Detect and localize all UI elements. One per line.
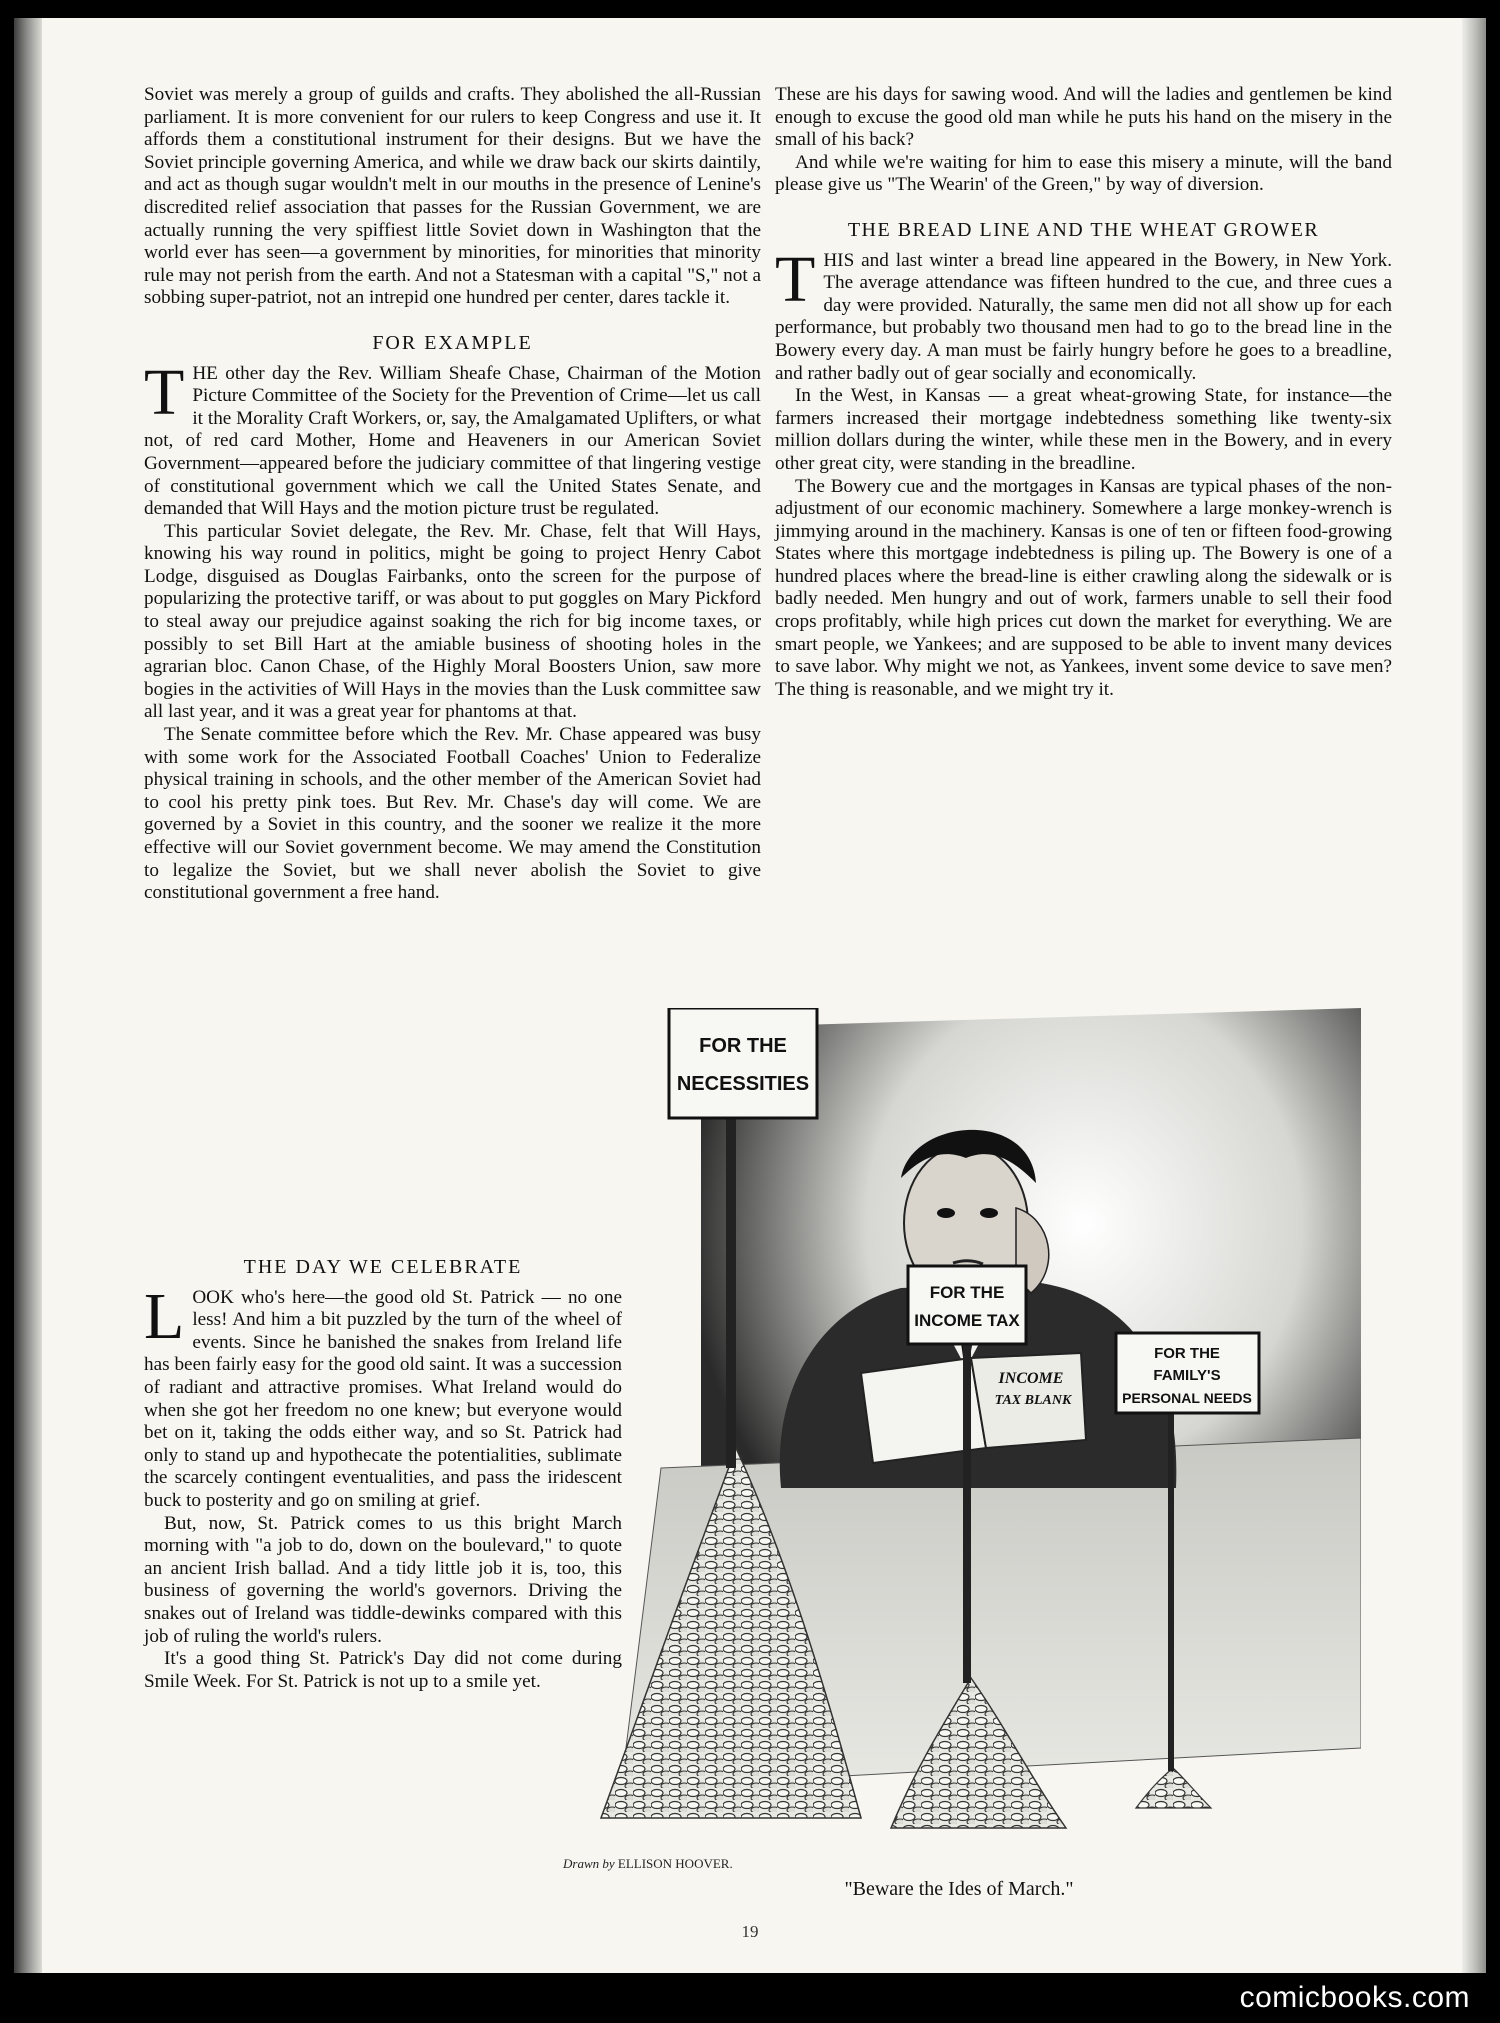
left-column xyxy=(144,84,761,905)
paper-text-tax-blank: TAX BLANK xyxy=(994,1393,1072,1408)
small-coin-pile xyxy=(1136,1768,1211,1808)
bread-line-paragraph-1: THIS and last winter a bread line appeared in the Bowery, in New York. The average attendance was fifteen hundred to the cue, and three cues a day were provided. Naturally, the same men did not all show up for each performance, but probably two thousand men had to go to the bread line in the Bowery every day. A man must be fairly hungry before he goes to a breadline, and rather badly out of gear socially and economically. xyxy=(775,242,1392,384)
sign3-line1: FOR THE xyxy=(1154,1345,1220,1362)
sign2-line2: INCOME TAX xyxy=(914,1311,1020,1330)
for-example-paragraph-2: This particular Soviet delegate, the Rev. Mr. Chase, felt that Will Hays, knowing his way round in politics, might be going to project Henry Cabot Lodge, disguised as Douglas Fairbanks, onto the screen for the purpose of popularizing the protective tariff, or was about to put goggles on Mary Pickford to steal away our prejudice against soaking the rich for big income taxes, or possibly to set Bill Hart at the amiable business of shooting holes in the agrarian bloc. Canon Chase, of the Highly Moral Boosters Union, saw more bogies in the activities of Will Hays in the movies than the Lusk committee saw all last year, and it was a great year for phantoms at that. xyxy=(144,520,761,723)
day-we-celebrate-paragraph-1: LOOK who's here—the good old St. Patrick — no one less! And him a bit puzzled by the turn of the wheel of events. Since he banished the snakes from Ireland life has been fairly easy for the good old saint. It was a succession of radiant and attractive promises. What Ireland would do when she got her freedom no one knew; but everyone would bet on it, taking the odds either way, and so St. Patrick had only to stand up and hypothecate the potentialities, sublimate the scarcely contingent eventualities, and pass the iridescent buck to posterity and go on smiling at grief. xyxy=(144,1279,622,1511)
cartoon-caption: "Beware the Ides of March." xyxy=(844,1878,1074,1900)
dropcap: T xyxy=(775,242,816,316)
watermark: comicbooks.com xyxy=(1239,1981,1470,2014)
day-we-celebrate-section xyxy=(144,1256,622,1693)
sign1-line2: NECESSITIES xyxy=(676,1073,810,1095)
magazine-page xyxy=(14,18,1486,1973)
right-column xyxy=(775,84,1392,701)
for-example-heading: FOR EXAMPLE xyxy=(372,331,533,354)
dropcap: L xyxy=(144,1279,185,1353)
day-we-celebrate-paragraph-2: But, now, St. Patrick comes to us this bright March morning with "a job to do, down on the boulevard," to quote an ancient Irish ballad. And a tidy little job it is, too, this business of governing the world's governors. Driving the snakes out of Ireland was tiddle-dewinks compared with this job of ruling the world's rulers. xyxy=(144,1512,622,1647)
bread-line-paragraph-2: In the West, in Kansas — a great wheat-growing State, for instance—the farmers increased their mortgage indebtedness something like twenty-six million dollars during the winter, while these men in the Bowery, and in every other great city, were standing in the breadline. xyxy=(775,385,1392,474)
bread-line-paragraph-3: The Bowery cue and the mortgages in Kansas are typical phases of the non-adjustment of our economic machinery. Somewhere a large monkey-wrench is jimmying around in the machinery. Kansas is one of ten or fifteen food-growing States where this mortgage indebtedness is piling up. The Bowery is one of a hundred places where the bread-line is either crawling along the sidewalk or is badly needed. Men hungry and out of work, farmers unable to sell their food crops profitably, while high prices cut down the market for everything. We are smart people, we Yankees; and are supposed to be able to invent many devices to save labor. Why might we not, as Yankees, invent some device to save men? The thing is reasonable, and we might try it. xyxy=(775,475,1392,700)
right-paragraph-2: And while we're waiting for him to ease this misery a minute, will the band please give us "The Wearin' of the Green," by way of diversion. xyxy=(775,151,1392,196)
cartoon-illustration xyxy=(561,1008,1361,1866)
cartoon-credit: Drawn by ELLISON HOOVER. xyxy=(563,1856,733,1871)
bread-line-heading: THE BREAD LINE AND THE WHEAT GROWER xyxy=(847,218,1320,241)
for-example-paragraph-1: THE other day the Rev. William Sheafe Chase, Chairman of the Motion Picture Committee of the Society for the Prevention of Crime—let us call it the Morality Craft Workers, or, say, the Amalgamated Uplifters, or what not, of red card Mother, Home and Heaveners in our American Soviet Government—appeared before the judiciary committee of that lingering vestige of constitutional government which we call the United States Senate, and demanded that Will Hays and the motion picture trust be regulated. xyxy=(144,355,761,520)
right-paragraph-1: These are his days for sawing wood. And will the ladies and gentlemen be kind enough to excuse the good old man while he puts his hand on the misery in the small of his back? xyxy=(775,84,1392,151)
day-we-celebrate-paragraph-3: It's a good thing St. Patrick's Day did not come during Smile Week. For St. Patrick is not up to a smile yet. xyxy=(144,1648,622,1692)
sign1-line1: FOR THE xyxy=(699,1035,787,1057)
paper-text-income: INCOME xyxy=(998,1370,1064,1387)
intro-paragraph: Soviet was merely a group of guilds and crafts. They abolished the all-Russian parliament. It is more convenient for our rulers to keep Congress and use it. It affords them a constitutional instrument for their designs. But we have the Soviet principle governing America, and while we draw back our skirts daintily, and act as though sugar wouldn't melt in our mouths in the presence of Lenine's discredited relief association that passes for the Russian Government, we are actually running the very spiffiest little Soviet down in Washington that the world ever has seen—a government by minorities, for minorities that minority rule may not perish from the earth. And not a Statesman with a capital "S," not a sobbing super-patriot, not an intrepid one hundred per center, dares tackle it. xyxy=(144,84,761,309)
page-edge xyxy=(1462,18,1486,1973)
sign2-line1: FOR THE xyxy=(929,1283,1005,1302)
page-gutter xyxy=(14,18,42,1973)
page-number: 19 xyxy=(741,1922,759,1941)
dropcap: T xyxy=(144,355,185,429)
for-example-paragraph-3: The Senate committee before which the Rev. Mr. Chase appeared was busy with some work for the Associated Football Coaches' Union to Federalize physical training in schools, and the other member of the American Soviet had to cool his pretty pink toes. But Rev. Mr. Chase's day will come. We are governed by a Soviet in this country, and the sooner we realize it the more effective will our Soviet government become. We may amend the Constitution to legalize the Soviet, but we shall never abolish the Soviet to give constitutional government a free hand. xyxy=(144,724,761,904)
sign3-line3: PERSONAL NEEDS xyxy=(1122,1390,1252,1406)
sign3-line2: FAMILY'S xyxy=(1153,1367,1221,1384)
day-we-celebrate-heading: THE DAY WE CELEBRATE xyxy=(243,1256,523,1278)
